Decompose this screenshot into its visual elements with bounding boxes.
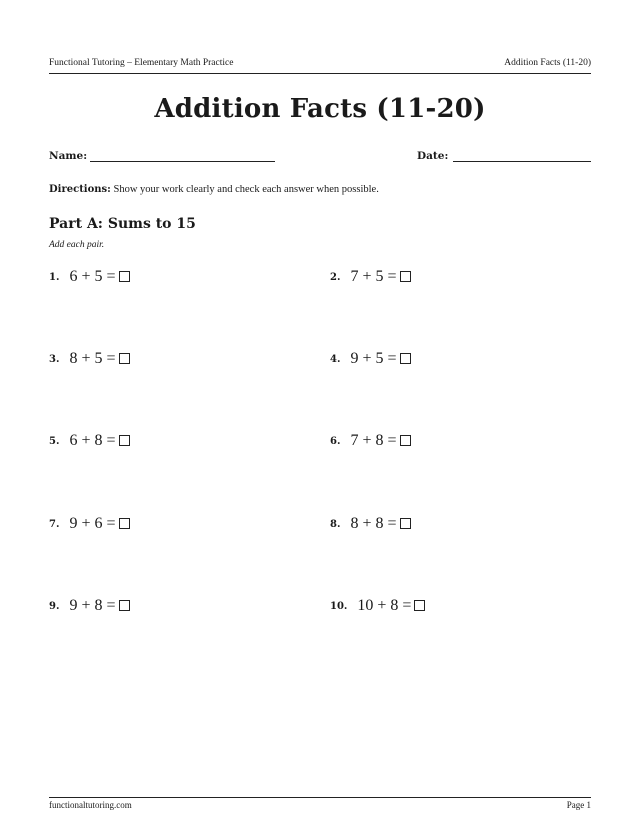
answer-box[interactable] (119, 353, 130, 364)
problem-item (49, 432, 130, 452)
footer-divider (49, 797, 591, 798)
answer-box[interactable] (119, 518, 130, 529)
answer-box[interactable] (119, 435, 130, 446)
problem-expression: 9 + 8 = (69, 597, 116, 615)
answer-box[interactable] (119, 271, 130, 282)
problem-number: 7. (49, 518, 60, 530)
answer-box[interactable] (400, 353, 411, 364)
student-info-row (49, 150, 591, 168)
problem-item (49, 597, 130, 617)
problem-number: 8. (330, 518, 341, 530)
problem-number: 9. (49, 600, 60, 612)
date-label: Date: (417, 150, 449, 162)
directions (49, 184, 591, 195)
answer-box[interactable] (414, 600, 425, 611)
problem-item (49, 268, 130, 288)
header-right-text: Addition Facts (11-20) (504, 58, 591, 68)
name-label: Name: (49, 150, 88, 162)
problem-expression: 9 + 5 = (350, 350, 397, 368)
date-field[interactable] (453, 161, 591, 162)
answer-box[interactable] (400, 435, 411, 446)
directions-label: Directions: (49, 184, 111, 195)
answer-box[interactable] (400, 271, 411, 282)
page-header (49, 58, 591, 72)
problem-item (330, 597, 425, 617)
problem-item (330, 350, 411, 370)
directions-text: Show your work clearly and check each answer when possible. (110, 184, 379, 195)
problem-item (49, 350, 130, 370)
part-title: Part A: Sums to 15 (49, 216, 196, 232)
footer-website: functionaltutoring.com (49, 800, 132, 810)
problem-expression: 6 + 8 = (69, 432, 116, 450)
problem-item (49, 515, 130, 535)
problem-expression: 6 + 5 = (69, 268, 116, 286)
problem-item (330, 268, 411, 288)
header-divider (49, 73, 591, 74)
answer-box[interactable] (119, 600, 130, 611)
answer-box[interactable] (400, 518, 411, 529)
footer-page-number: Page 1 (566, 800, 591, 810)
header-left-text: Functional Tutoring – Elementary Math Practice (49, 58, 234, 68)
problem-number: 5. (49, 435, 60, 447)
problem-expression: 7 + 8 = (350, 432, 397, 450)
problem-number: 6. (330, 435, 341, 447)
problem-expression: 8 + 8 = (350, 515, 397, 533)
problem-expression: 8 + 5 = (69, 350, 116, 368)
problem-number: 2. (330, 271, 341, 283)
problem-number: 1. (49, 271, 60, 283)
problem-number: 3. (49, 353, 60, 365)
problem-expression: 9 + 6 = (69, 515, 116, 533)
problem-expression: 7 + 5 = (350, 268, 397, 286)
problem-expression: 10 + 8 = (357, 597, 412, 615)
problem-number: 4. (330, 353, 341, 365)
problem-item (330, 432, 411, 452)
part-subtitle: Add each pair. (49, 240, 105, 250)
problem-item (330, 515, 411, 535)
page-title: Addition Facts (11-20) (154, 94, 486, 124)
problem-number: 10. (330, 600, 348, 612)
name-field[interactable] (90, 161, 275, 162)
